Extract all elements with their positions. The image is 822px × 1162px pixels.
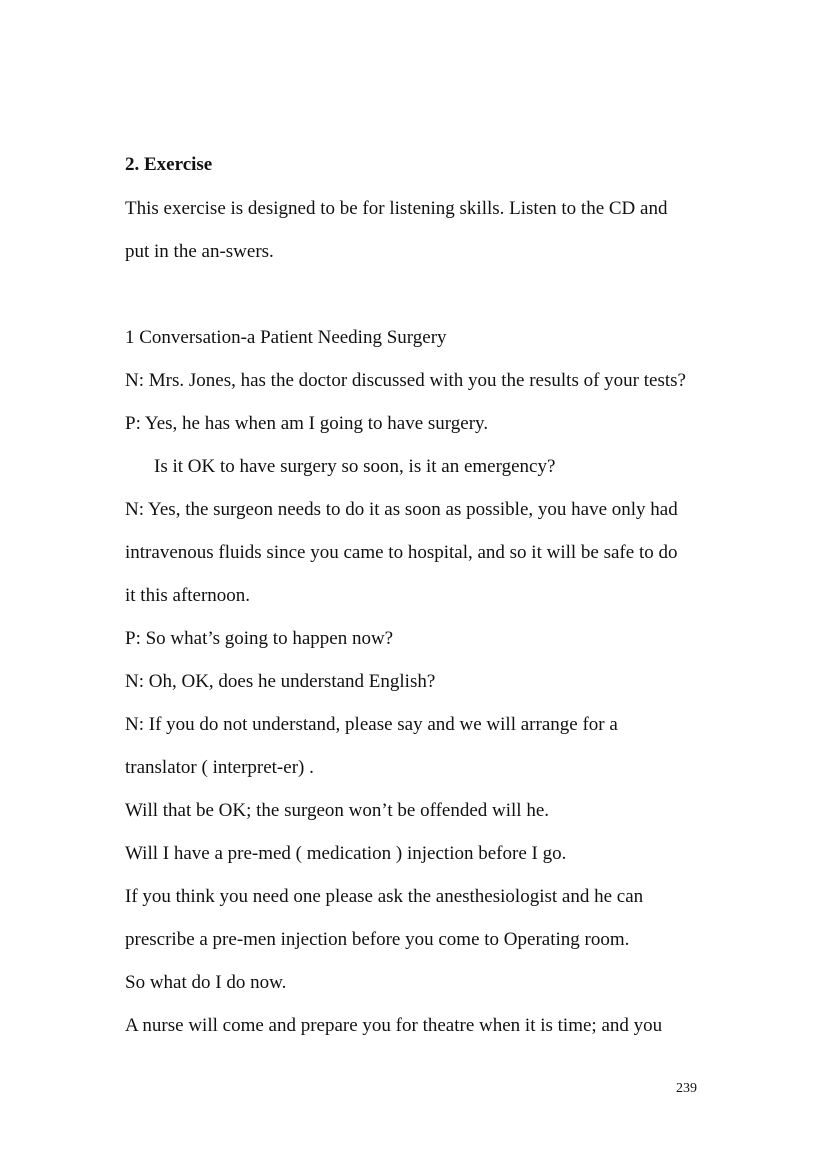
intro-line: This exercise is designed to be for listening skills. Listen to the CD and — [125, 198, 668, 219]
dialogue-line: Will that be OK; the surgeon won’t be offended will he. — [125, 800, 550, 821]
dialogue-line: Will I have a pre-med ( medication ) injection before I go. — [125, 843, 567, 864]
dialogue-line: N: If you do not understand, please say and we will arrange for a — [125, 714, 618, 735]
dialogue-line: N: Oh, OK, does he understand English? — [125, 671, 436, 692]
conversation-title: 1 Conversation-a Patient Needing Surgery — [125, 327, 447, 348]
dialogue-line: P: So what’s going to happen now? — [125, 628, 394, 649]
dialogue-line: it this afternoon. — [125, 585, 251, 606]
dialogue-line: N: Mrs. Jones, has the doctor discussed with you the results of your tests? — [125, 370, 686, 391]
dialogue-line: prescribe a pre-men injection before you come to Operating room. — [125, 929, 630, 950]
dialogue-line: N: Yes, the surgeon needs to do it as soon as possible, you have only had — [125, 499, 678, 520]
dialogue-line: A nurse will come and prepare you for theatre when it is time; and you — [125, 1015, 663, 1036]
dialogue-line: So what do I do now. — [125, 972, 287, 993]
section-heading: 2. Exercise — [125, 154, 213, 175]
page-number: 239 — [676, 1081, 697, 1096]
dialogue-line: If you think you need one please ask the anesthesiologist and he can — [125, 886, 644, 907]
dialogue-line: translator ( interpret-er) . — [125, 757, 314, 778]
dialogue-line: P: Yes, he has when am I going to have surgery. — [125, 413, 489, 434]
intro-line: put in the an-swers. — [125, 241, 274, 262]
dialogue-line: intravenous fluids since you came to hospital, and so it will be safe to do — [125, 542, 678, 563]
dialogue-line: Is it OK to have surgery so soon, is it an emergency? — [154, 456, 556, 477]
